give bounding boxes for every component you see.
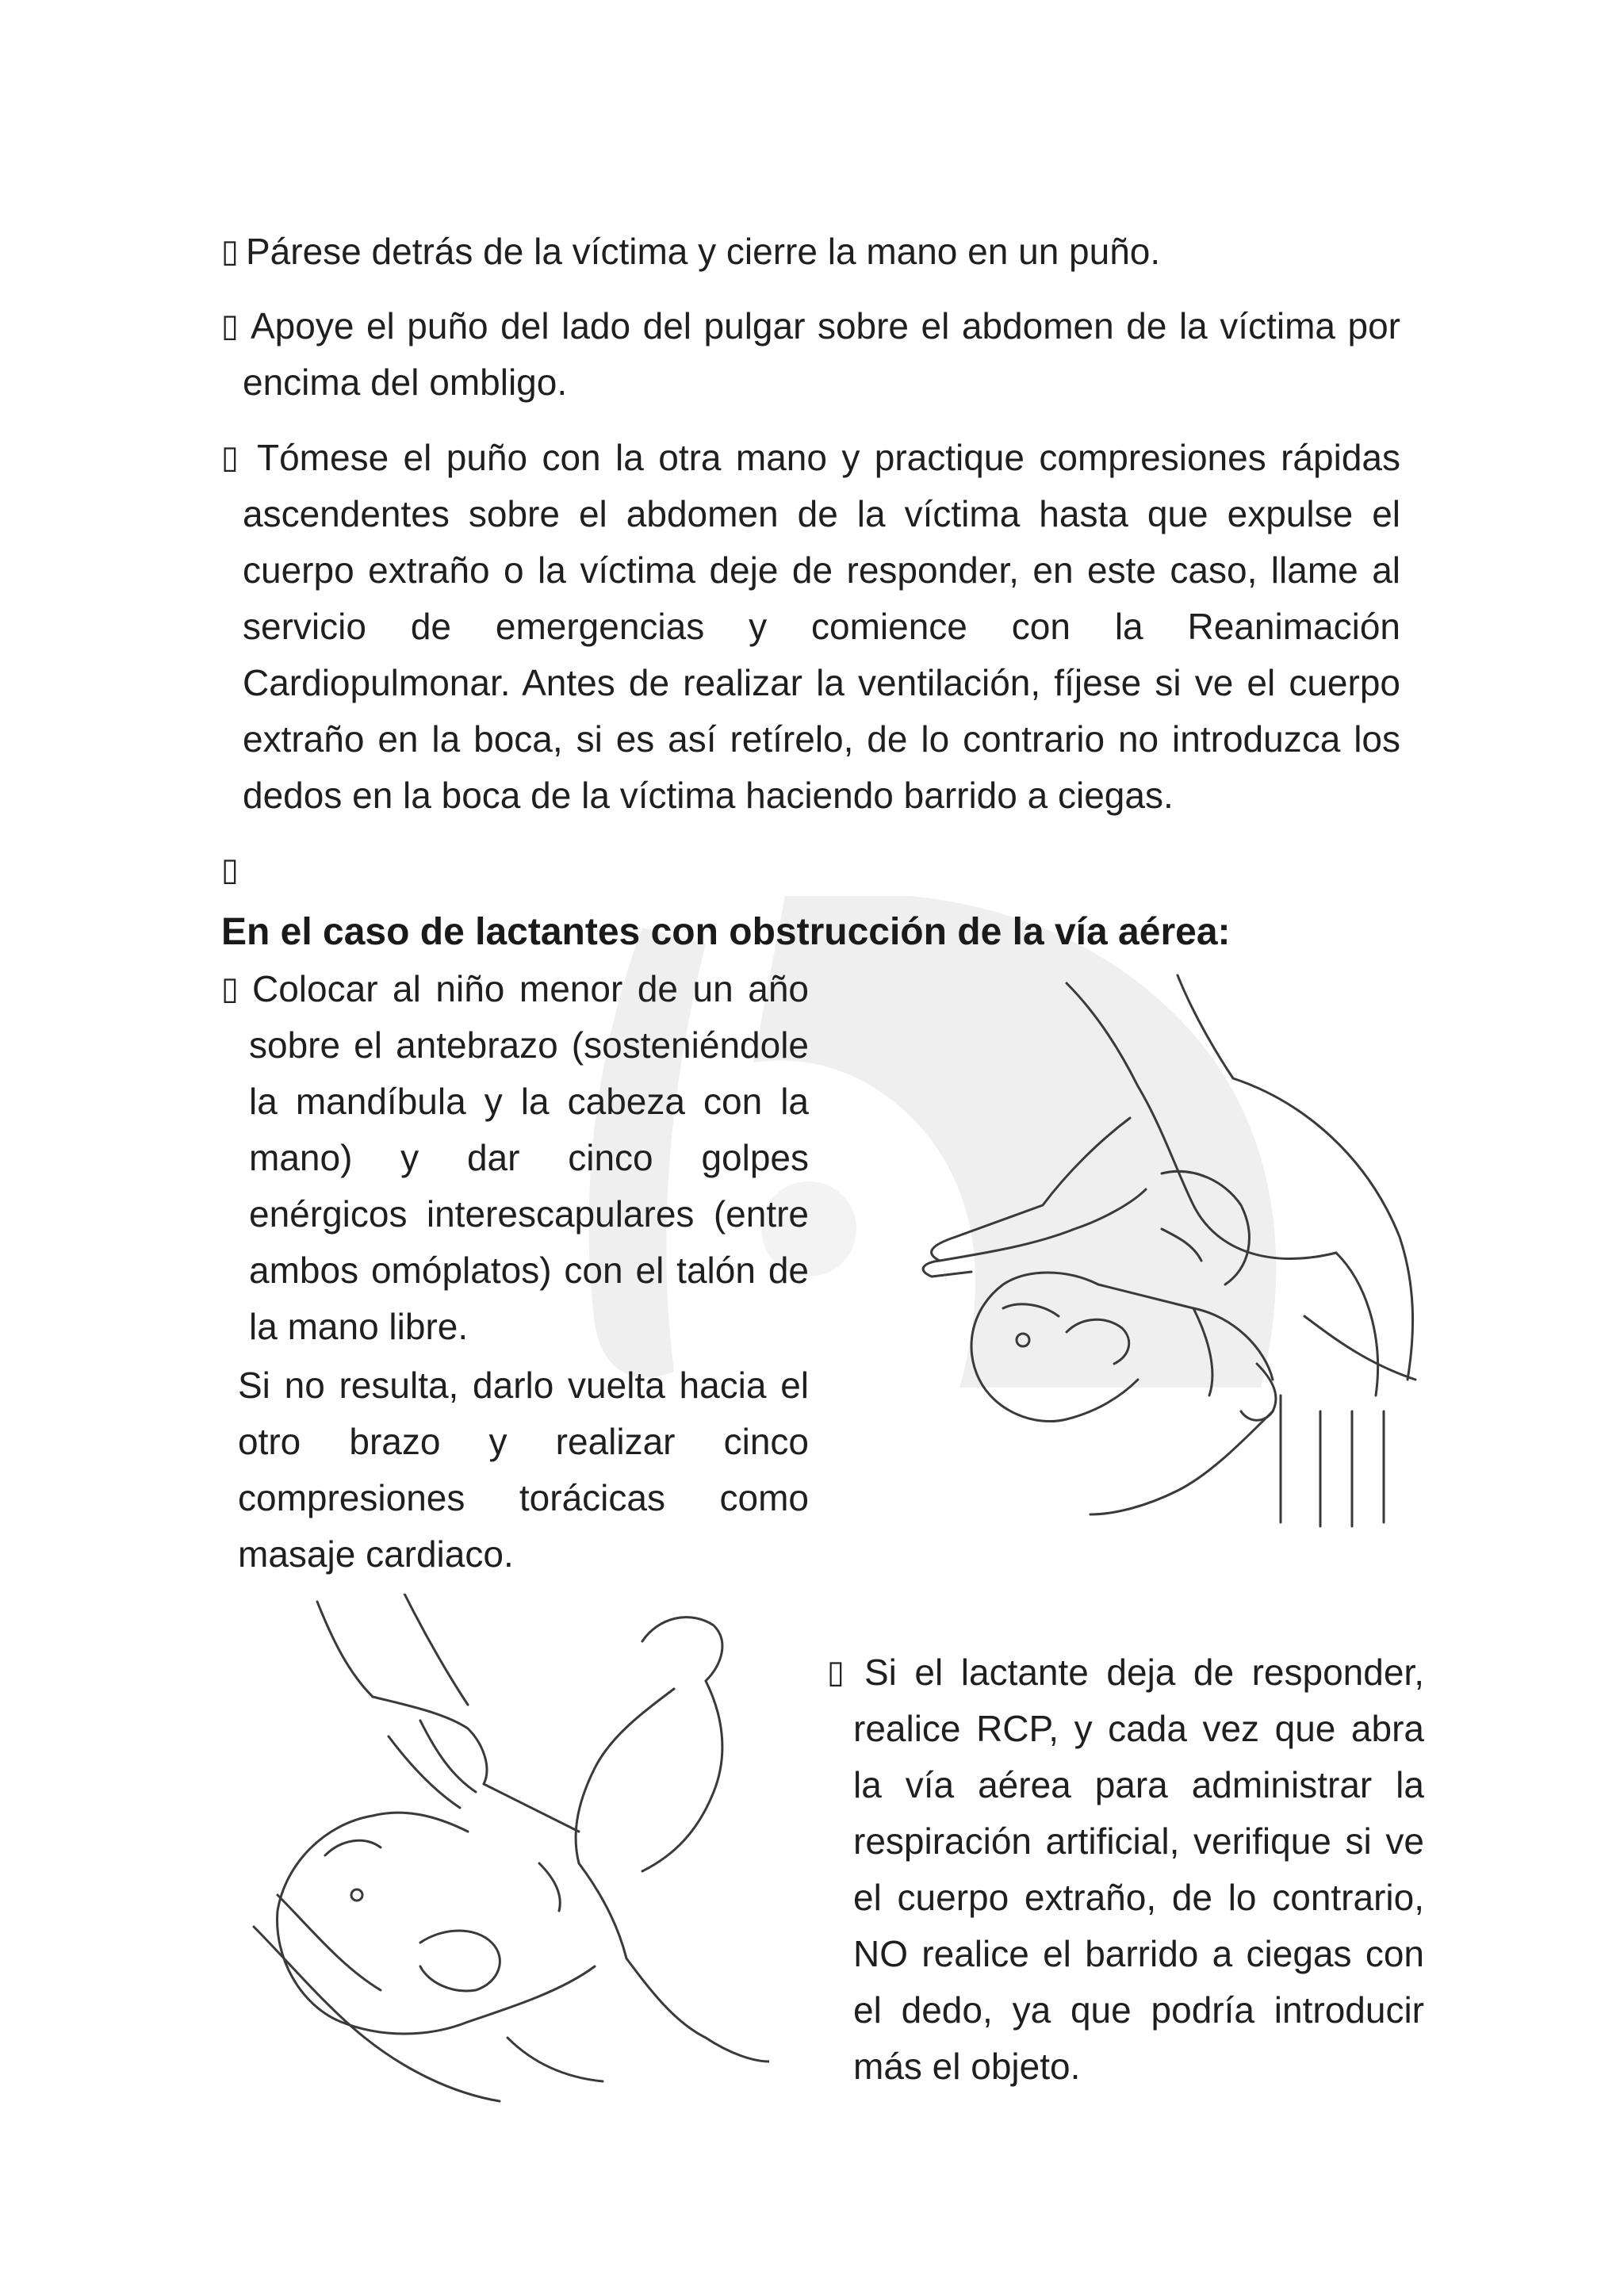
infant-section-heading: En el caso de lactantes con obstrucción de la vía aérea: — [221, 911, 1231, 953]
step-place-fist: Apoye el puño del lado del pulgar sobre el abdomen de la víctima por encima del ombligo. — [243, 305, 1400, 403]
bullet-marker: ▯ — [221, 233, 239, 270]
step-stand-behind: Párese detrás de la víctima y cierre la mano en un puño. — [246, 231, 1161, 272]
bullet-marker: ▯ — [221, 970, 239, 1007]
step-chest-compressions: Si no resulta, darlo vuelta hacia el otro brazo y realizar cinco compresiones torácicas como masaje cardiaco. — [238, 1365, 809, 1575]
bullet-marker: ▯ — [827, 1654, 845, 1690]
step-abdominal-thrusts: Tómese el puño con la otra mano y practique compresiones rápidas ascendentes sobre el abdomen de la víctima hasta que expulse el cuerpo extraño o la víctima deje de responder, en este caso, llame al servicio de emergencias y comience con la Reanimación Cardiopulmonar. Antes de realizar la ventilación, fíjese si ve el cuerpo extraño en la boca, si es así retírelo, de lo contrario no introduzca los dedos en la boca de la víctima haciendo barrido a ciegas. — [243, 437, 1400, 816]
chest-compressions-illustration — [230, 1594, 769, 2109]
bullet-marker: ▯ — [221, 852, 239, 888]
bullet-marker: ▯ — [221, 439, 239, 476]
bullet-marker: ▯ — [221, 308, 239, 344]
step-back-blows: Colocar al niño menor de un año sobre el antebrazo (sosteniéndole la mandíbula y la cabeza con la mano) y dar cinco golpes enérgicos interescapulares (entre ambos omóplatos) con el talón de la mano libre. — [249, 968, 809, 1347]
step-infant-cpr: Si el lactante deja de responder, realice RCP, y cada vez que abra la vía aérea para administrar la respiración artificial, verifique si ve el cuerpo extraño, de lo contrario, NO realice el barrido a ciegas con el dedo, ya que podría introducir más el objeto. — [853, 1652, 1424, 2087]
back-blows-illustration — [860, 967, 1431, 1538]
